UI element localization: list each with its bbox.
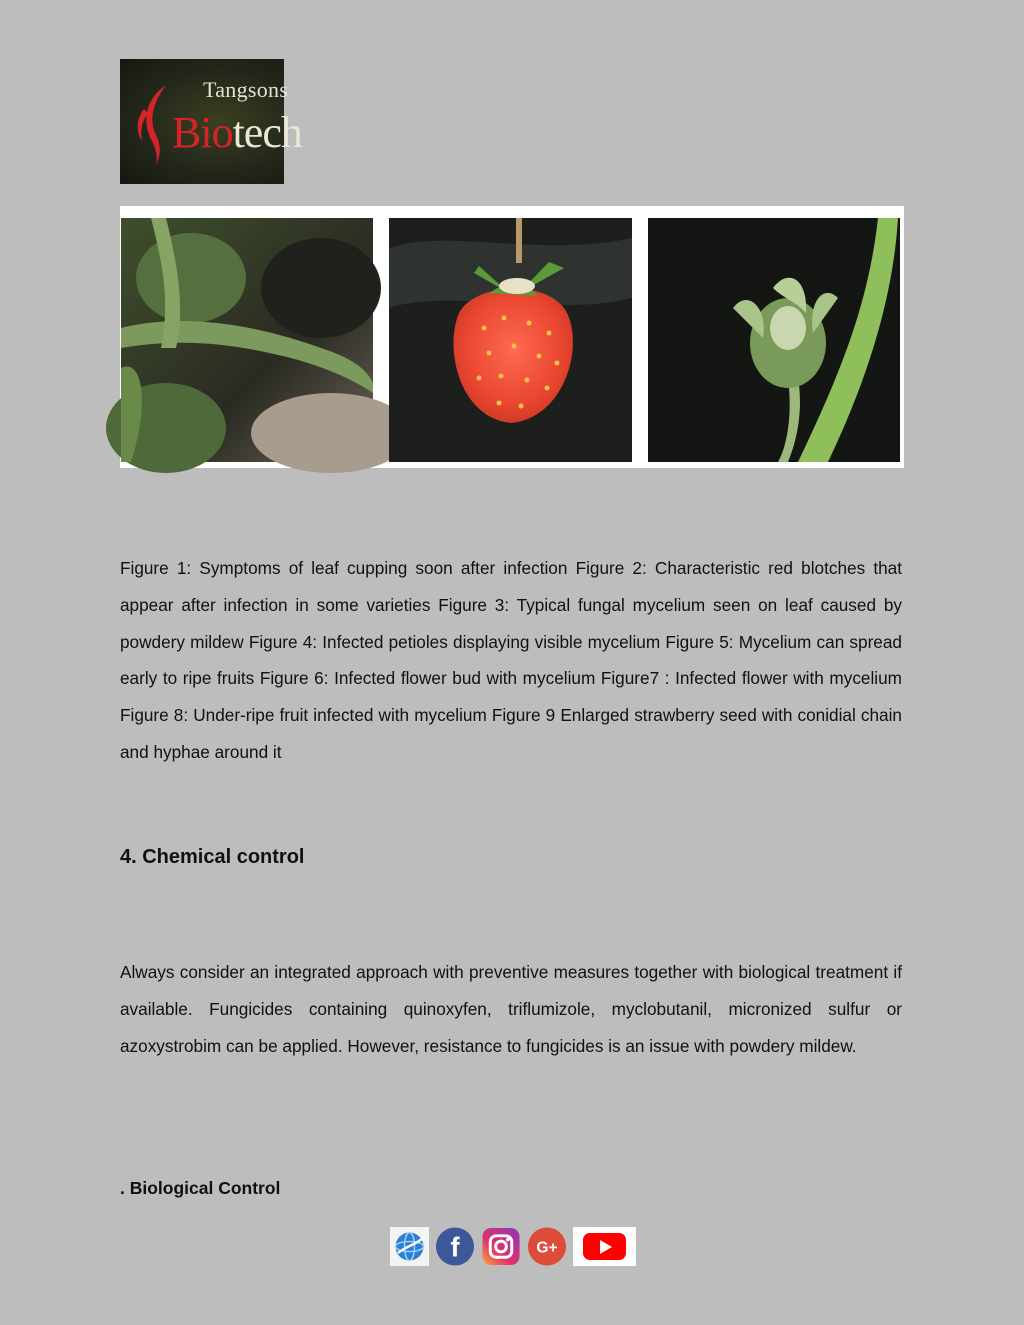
instagram-icon — [481, 1227, 521, 1266]
figure-caption: Figure 1: Symptoms of leaf cupping soon after infection Figure 2: Characteristic red blotches that appear after infection in some varieties Figure 3: Typical fungal mycelium seen on leaf caused by powdery mildew Figure 4: Infected petioles displaying visible mycelium Figure 5: Mycelium can spread early to ripe fruits Figure 6: Infected flower bud with mycelium Figure7 : Infected flower with mycelium Figure 8: Under-ripe fruit infected with mycelium Figure 9 Enlarged strawberry seed with conidial chain and hyphae around it — [120, 558, 902, 762]
google-plus-icon — [527, 1227, 567, 1266]
section-body: Always consider an integrated approach with preventive measures together with biological treatment if available. Fungicides containing quinoxyfen, triflumizole, myclobutanil, micronized sulfur or azoxystrobim can be applied. However, resistance to fungicides is an issue with powdery mildew. — [120, 962, 902, 1056]
logo-tech: tech — [232, 108, 302, 157]
gplus-glyph: G+ — [536, 1239, 558, 1257]
youtube-icon — [573, 1227, 636, 1266]
globe-icon — [390, 1227, 429, 1266]
instagram-link[interactable] — [481, 1227, 521, 1266]
logo-line2 — [172, 108, 302, 157]
plant-petiole-photo — [121, 218, 373, 462]
globe-link[interactable] — [390, 1227, 429, 1266]
facebook-glyph: f — [450, 1231, 460, 1263]
strawberry-fruit-photo — [389, 218, 632, 462]
logo-line1: Tangsons — [203, 77, 289, 102]
logo-bio: Bio — [172, 108, 233, 157]
section-heading: 4. Chemical control — [120, 846, 305, 868]
facebook-link[interactable] — [435, 1227, 475, 1266]
flower-bud-photo — [648, 218, 900, 462]
google-plus-link[interactable] — [527, 1227, 567, 1266]
facebook-icon — [435, 1227, 475, 1266]
youtube-link[interactable] — [573, 1227, 636, 1266]
subsection-heading: . Biological Control — [120, 1178, 281, 1198]
company-logo — [120, 59, 302, 184]
figure-photo-strip — [120, 206, 904, 468]
social-links — [390, 1227, 636, 1266]
